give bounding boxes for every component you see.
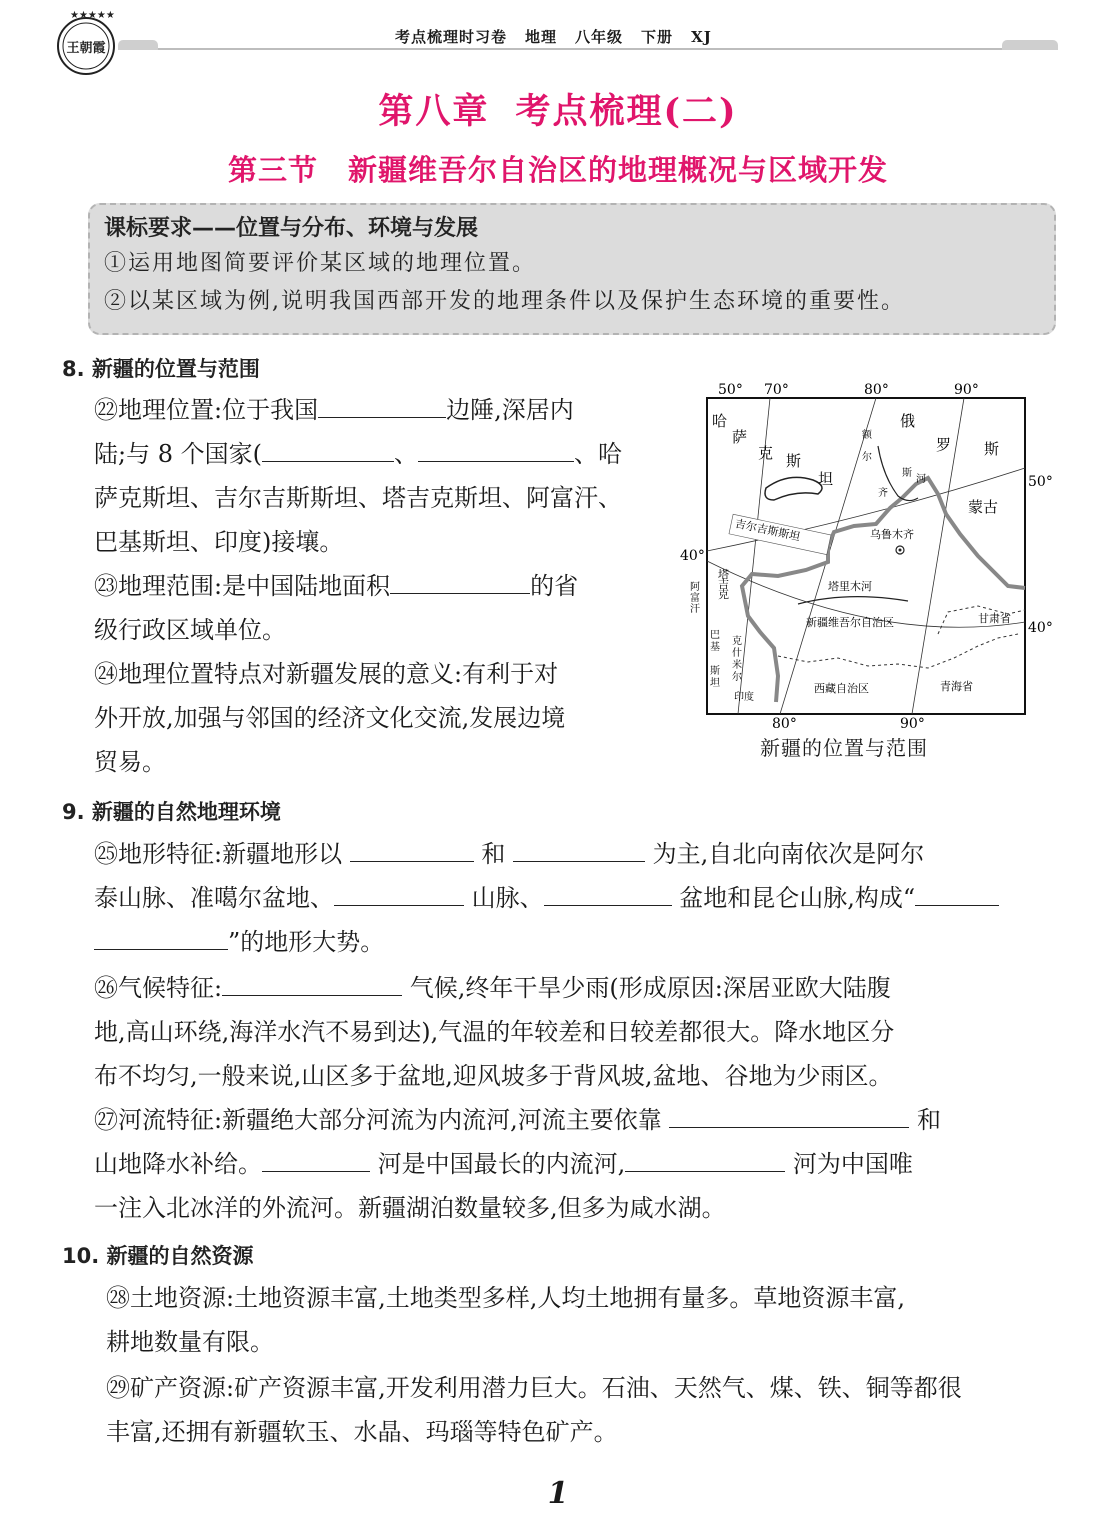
tick-bottom-80: 80° [772, 716, 797, 732]
urumqi-dot [899, 549, 902, 552]
tick-lat-40: 40° [1028, 620, 1053, 636]
map-caption: 新疆的位置与范围 [760, 736, 928, 760]
text: 一注入北冰洋的外流河。新疆湖泊数量较多,但多为咸水湖。 [94, 1194, 726, 1222]
text: ㉙矿产资源:矿产资源丰富,开发利用潜力巨大。石油、天然气、煤、铁、铜等都很 [106, 1374, 962, 1402]
label-kashmir-2: 什 [732, 648, 742, 659]
paragraph-28 [106, 1276, 1066, 1364]
header-grade: 八年级 [575, 28, 624, 46]
label-tarim-river: 塔里木河 [828, 580, 872, 593]
requirements-head: 课标要求——位置与分布、环境与发展 [104, 216, 479, 241]
label-gansu: 甘肃省 [978, 612, 1011, 625]
text: 、哈 [573, 440, 622, 468]
text: 的省 [530, 572, 579, 600]
chapter-name: 考点梳理(二) [515, 91, 738, 132]
label-afghan-2: 富 [690, 593, 700, 604]
text: ㉗河流特征:新疆绝大部分河流为内流河,河流主要依靠 [94, 1106, 662, 1134]
label-mongolia: 蒙古 [968, 498, 999, 516]
label-tajik-1: 塔 [718, 568, 729, 581]
text: 和 [481, 840, 506, 868]
text: 布不均匀,一般来说,山区多于盆地,迎风坡多于背风坡,盆地、谷地为少雨区。 [94, 1062, 893, 1090]
text: 耕地数量有限。 [106, 1328, 274, 1356]
label-kazakhstan-4: 斯 [786, 452, 802, 470]
answer-blank[interactable] [625, 1149, 785, 1172]
answer-blank[interactable] [222, 973, 402, 996]
label-russia-2: 罗 [936, 436, 952, 454]
header-edition: XJ [691, 28, 712, 46]
paragraph-22 [94, 388, 664, 564]
header-rule [120, 48, 1056, 50]
answer-blank[interactable] [350, 839, 474, 862]
text: 、 [393, 440, 418, 468]
section-title [0, 148, 1116, 189]
label-russia-3: 斯 [984, 440, 1000, 458]
label-pakistan-3: 斯 [710, 666, 720, 677]
section-8-title: 8. 新疆的位置与范围 [62, 357, 260, 381]
header-tab-left [118, 40, 158, 50]
label-ertix-3: 齐 [878, 488, 888, 499]
answer-blank[interactable] [915, 883, 999, 906]
label-kashmir-4: 尔 [732, 672, 742, 683]
label-pakistan-2: 基 [710, 642, 720, 653]
text: 和 [917, 1106, 941, 1134]
label-ertix-4: 斯 [902, 468, 912, 479]
tick-top-90: 90° [954, 382, 979, 398]
svg-text:★★★★★: ★★★★★ [70, 10, 115, 21]
answer-blank[interactable] [94, 927, 228, 950]
paragraph-27 [94, 1098, 1064, 1230]
requirements-box [88, 203, 1056, 335]
header-tab-right [1002, 40, 1058, 50]
label-kazakhstan-1: 哈 [712, 412, 728, 430]
label-russia-1: 俄 [900, 412, 916, 430]
answer-blank[interactable] [262, 439, 394, 462]
text: 泰山脉、准噶尔盆地、 [94, 884, 334, 912]
text: 丰富,还拥有新疆软玉、水晶、玛瑙等特色矿产。 [106, 1418, 618, 1446]
answer-blank[interactable] [390, 571, 530, 594]
text: 巴基斯坦、印度)接壤。 [94, 528, 344, 556]
label-ertix-5: 河 [916, 474, 926, 485]
text: 边陲,深居内 [446, 396, 574, 424]
label-pakistan-1: 巴 [710, 630, 720, 641]
label-kashmir-3: 米 [732, 660, 742, 671]
xinjiang-map [678, 376, 1056, 736]
publisher-logo [50, 6, 122, 78]
tick-lat-left-40: 40° [680, 548, 705, 564]
text: ㉔地理位置特点对新疆发展的意义:有利于对 [94, 660, 559, 688]
label-afghan-3: 汗 [690, 604, 700, 615]
page-number: 1 [547, 1476, 569, 1511]
text: ”的地形大势。 [228, 928, 385, 956]
answer-blank[interactable] [544, 883, 672, 906]
section-9-title: 9. 新疆的自然地理环境 [62, 800, 281, 824]
answer-blank[interactable] [262, 1149, 370, 1172]
text: 为主,自北向南依次是阿尔 [652, 840, 925, 868]
requirement-item: ②以某区域为例,说明我国西部开发的地理条件以及保护生态环境的重要性。 [104, 289, 905, 314]
label-kazakhstan-3: 克 [758, 444, 774, 462]
text: 陆;与 8 个国家( [94, 440, 262, 468]
label-urumqi: 乌鲁木齐 [870, 528, 914, 541]
tick-top-50: 50° [718, 382, 743, 398]
label-india: 印度 [734, 692, 754, 703]
text: 贸易。 [94, 748, 166, 776]
section-name: 新疆维吾尔自治区的地理概况与区域开发 [348, 153, 889, 187]
label-ertix-2: 尔 [862, 452, 872, 463]
tick-top-80: 80° [864, 382, 889, 398]
label-kazakhstan-5: 坦 [818, 470, 834, 488]
paragraph-26 [94, 966, 1064, 1098]
label-tibet: 西藏自治区 [814, 682, 869, 695]
running-header [395, 26, 730, 47]
answer-blank[interactable] [318, 395, 446, 418]
label-pakistan-4: 坦 [710, 678, 720, 689]
tick-bottom-90: 90° [900, 716, 925, 732]
label-tajik-3: 克 [718, 588, 729, 601]
label-tajik-2: 吉 [718, 578, 729, 591]
text: ㉓地理范围:是中国陆地面积 [94, 572, 391, 600]
label-kazakhstan-2: 萨 [732, 428, 748, 446]
answer-blank[interactable] [669, 1105, 909, 1128]
text: 山脉、 [471, 884, 544, 912]
header-book: 考点梳理时习卷 [395, 28, 508, 46]
label-afghan-1: 阿 [690, 582, 700, 593]
text: 山地降水补给。 [94, 1150, 262, 1178]
tick-top-70: 70° [764, 382, 789, 398]
paragraph-24 [94, 652, 664, 784]
answer-blank[interactable] [513, 839, 645, 862]
label-kyrgyzstan: 吉尔吉斯斯坦 [733, 517, 802, 544]
chapter-number: 第八章 [378, 91, 490, 132]
answer-blank[interactable] [334, 883, 464, 906]
text: 萨克斯坦、吉尔吉斯斯坦、塔吉克斯坦、阿富汗、 [94, 484, 622, 512]
section-10-title: 10. 新疆的自然资源 [62, 1244, 254, 1268]
text: 气候,终年干旱少雨(形成原因:深居亚欧大陆腹 [409, 974, 891, 1002]
section-number: 第三节 [227, 153, 318, 187]
text: ㉘土地资源:土地资源丰富,土地类型多样,人均土地拥有量多。草地资源丰富, [106, 1284, 905, 1312]
logo-text: 王朝霞 [66, 41, 106, 56]
label-kashmir-1: 克 [732, 636, 742, 647]
paragraph-23 [94, 564, 664, 652]
text: ㉒地理位置:位于我国 [94, 396, 319, 424]
text: 地,高山环绕,海洋水汽不易到达),气温的年较差和日较差都很大。降水地区分 [94, 1018, 895, 1046]
requirement-item: ①运用地图简要评价某区域的地理位置。 [104, 251, 537, 276]
paragraph-25 [94, 832, 1064, 964]
label-xinjiang: 新疆维吾尔自治区 [806, 616, 894, 629]
text: 河是中国最长的内流河, [377, 1150, 626, 1178]
text: ㉖气候特征: [94, 974, 223, 1002]
text: ㉕地形特征:新疆地形以 [94, 840, 343, 868]
header-subject: 地理 [525, 28, 558, 46]
label-ertix-1: 额 [862, 430, 872, 441]
label-qinghai: 青海省 [940, 680, 973, 693]
header-volume: 下册 [641, 28, 674, 46]
text: 河为中国唯 [792, 1150, 913, 1178]
answer-blank[interactable] [418, 439, 574, 462]
text: 外开放,加强与邻国的经济文化交流,发展边境 [94, 704, 566, 732]
text: 级行政区域单位。 [94, 616, 286, 644]
tick-lat-50: 50° [1028, 474, 1053, 490]
text: 盆地和昆仑山脉,构成“ [679, 884, 916, 912]
paragraph-29 [106, 1366, 1066, 1454]
chapter-title [0, 84, 1116, 134]
